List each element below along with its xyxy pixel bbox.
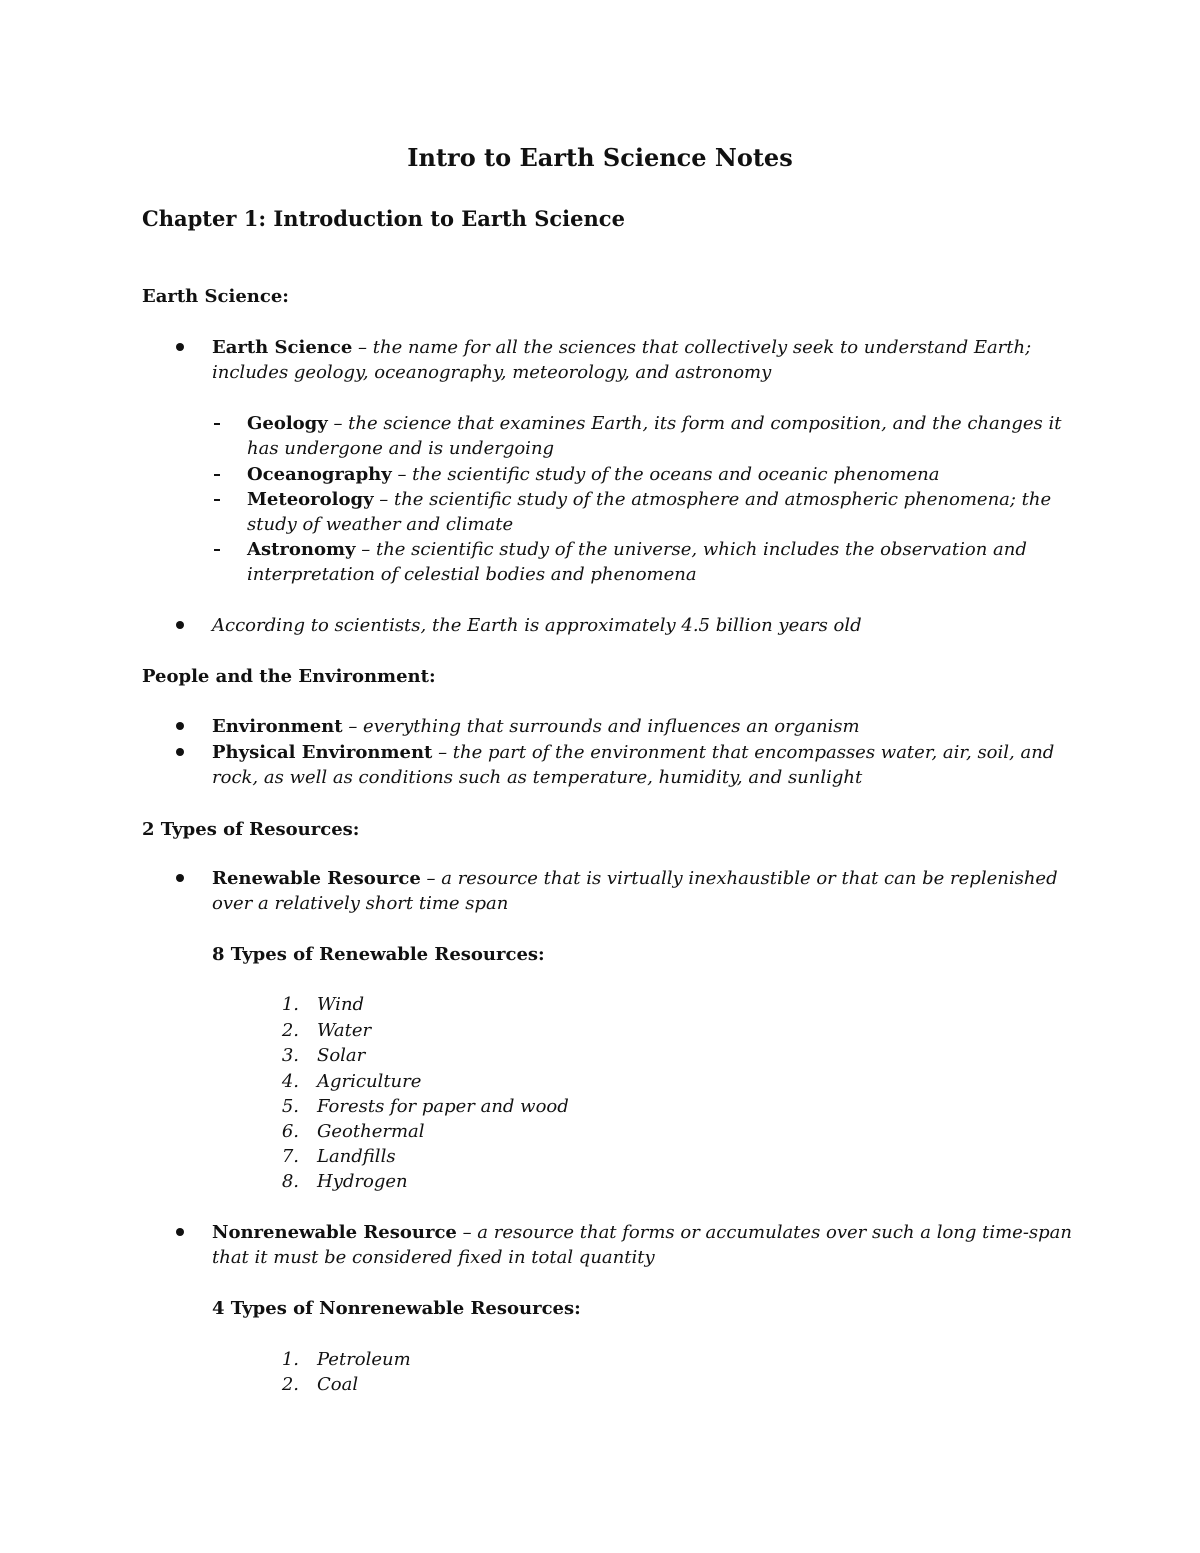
definition-earth-science <box>212 335 1031 360</box>
page-title: Intro to Earth Science Notes <box>407 143 793 172</box>
definition-text-cont: study of weather and climate <box>247 514 514 535</box>
definition-meteorology <box>247 487 1051 512</box>
definition-astronomy <box>247 537 1027 562</box>
definition-text: – the scientific study of the oceans and oceanic phenomena <box>391 464 940 485</box>
definition-text-cont: over a relatively short time span <box>212 893 509 914</box>
list-number: 7. <box>281 1146 299 1167</box>
term: Geology <box>247 413 328 434</box>
section-heading-people-environment: People and the Environment: <box>142 666 436 687</box>
dash-icon <box>214 423 220 425</box>
definition-text: – the part of the environment that encompasses water, air, soil, and <box>432 742 1055 763</box>
list-item: Landfills <box>317 1146 396 1167</box>
definition-text: – everything that surrounds and influences an organism <box>342 716 860 737</box>
list-number: 3. <box>281 1045 299 1066</box>
definition-text: – the scientific study of the atmosphere and atmospheric phenomena; the <box>373 489 1052 510</box>
list-number: 2. <box>281 1374 299 1395</box>
list-item: Water <box>317 1020 372 1041</box>
list-item: Petroleum <box>317 1349 411 1370</box>
definition-text-cont: interpretation of celestial bodies and phenomena <box>247 564 697 585</box>
subheading-nonrenewable-types: 4 Types of Nonrenewable Resources: <box>212 1298 581 1319</box>
term: Astronomy <box>247 539 356 560</box>
definition-physical-environment <box>212 740 1054 765</box>
earth-age-note: According to scientists, the Earth is approximately 4.5 billion years old <box>212 615 862 636</box>
definition-environment <box>212 714 860 739</box>
subheading-renewable-types: 8 Types of Renewable Resources: <box>212 944 545 965</box>
term: Earth Science <box>212 337 353 358</box>
definition-nonrenewable-resource <box>212 1220 1072 1245</box>
list-number: 5. <box>281 1096 299 1117</box>
bullet-icon <box>176 1228 184 1236</box>
list-number: 4. <box>281 1071 299 1092</box>
term: Meteorology <box>247 489 374 510</box>
bullet-icon <box>176 621 184 629</box>
list-item: Geothermal <box>317 1121 425 1142</box>
term: Nonrenewable Resource <box>212 1222 457 1243</box>
term: Environment <box>212 716 343 737</box>
definition-text: – the science that examines Earth, its form and composition, and the changes it <box>327 413 1062 434</box>
term: Oceanography <box>247 464 392 485</box>
section-heading-earth-science: Earth Science: <box>142 286 289 307</box>
dash-icon <box>214 549 220 551</box>
definition-text: – a resource that is virtually inexhaustible or that can be replenished <box>420 868 1058 889</box>
definition-text-cont: that it must be considered fixed in total quantity <box>212 1247 655 1268</box>
list-number: 1. <box>281 1349 299 1370</box>
list-number: 6. <box>281 1121 299 1142</box>
definition-text: – a resource that forms or accumulates over such a long time-span <box>456 1222 1072 1243</box>
definition-renewable-resource <box>212 866 1058 891</box>
section-heading-resources: 2 Types of Resources: <box>142 819 360 840</box>
bullet-icon <box>176 722 184 730</box>
list-item: Solar <box>317 1045 366 1066</box>
chapter-heading: Chapter 1: Introduction to Earth Science <box>142 206 625 231</box>
definition-geology <box>247 411 1061 436</box>
term: Renewable Resource <box>212 868 421 889</box>
list-number: 2. <box>281 1020 299 1041</box>
definition-text: – the name for all the sciences that collectively seek to understand Earth; <box>352 337 1032 358</box>
bullet-icon <box>176 748 184 756</box>
definition-text-cont: has undergone and is undergoing <box>247 438 555 459</box>
definition-oceanography <box>247 462 940 487</box>
list-item: Agriculture <box>317 1071 422 1092</box>
dash-icon <box>214 499 220 501</box>
definition-text-cont: rock, as well as conditions such as temperature, humidity, and sunlight <box>212 767 863 788</box>
bullet-icon <box>176 874 184 882</box>
list-item: Coal <box>317 1374 359 1395</box>
list-item: Forests for paper and wood <box>317 1096 569 1117</box>
bullet-icon <box>176 343 184 351</box>
term: Physical Environment <box>212 742 433 763</box>
definition-text: – the scientific study of the universe, which includes the observation and <box>355 539 1027 560</box>
list-number: 8. <box>281 1171 299 1192</box>
list-number: 1. <box>281 994 299 1015</box>
list-item: Hydrogen <box>317 1171 408 1192</box>
definition-text-cont: includes geology, oceanography, meteorology, and astronomy <box>212 362 772 383</box>
list-item: Wind <box>317 994 365 1015</box>
dash-icon <box>214 474 220 476</box>
